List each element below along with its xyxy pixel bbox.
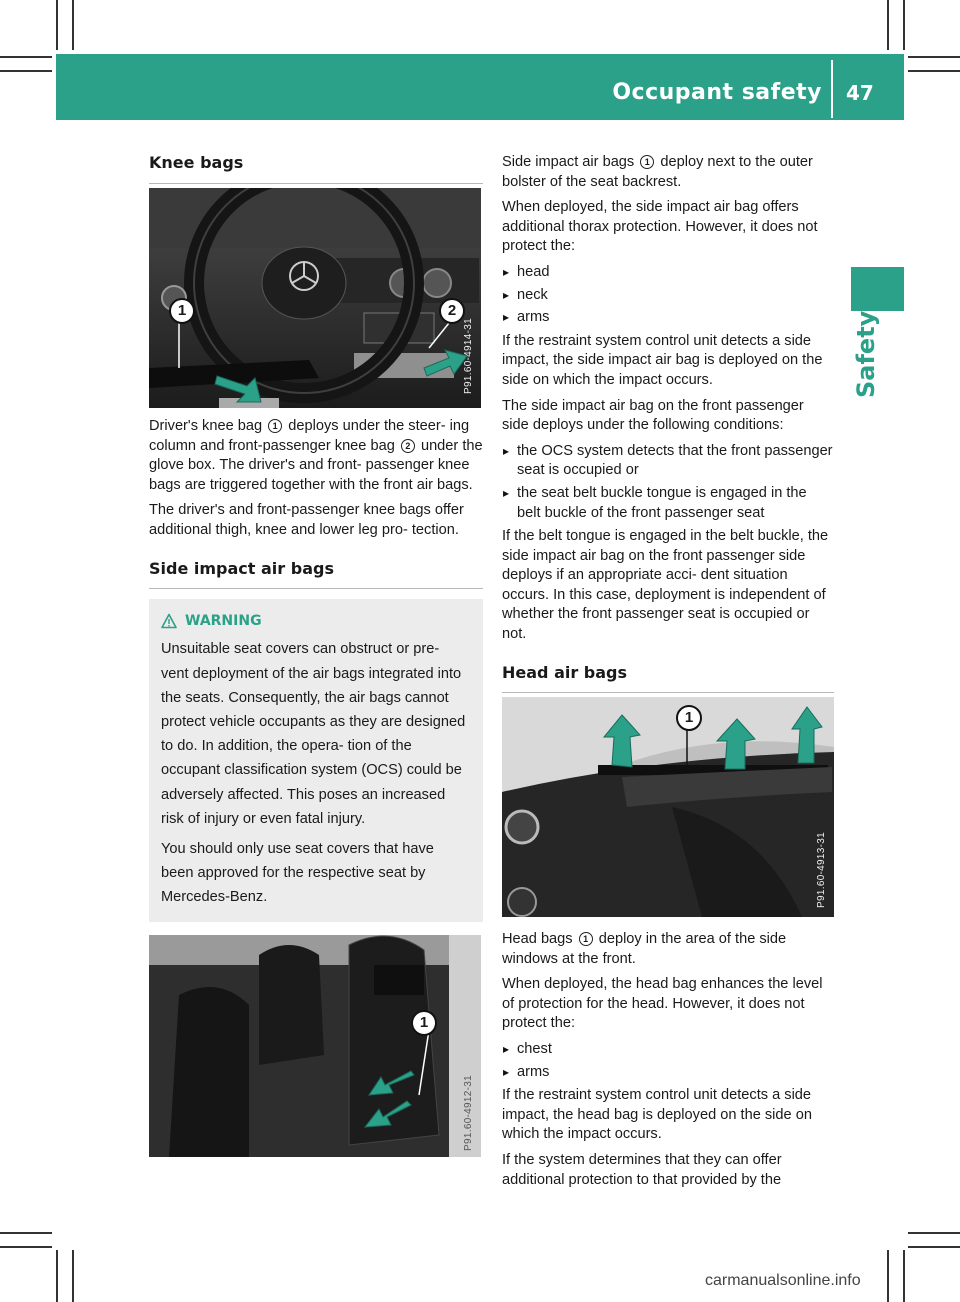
image-code: P91.60-4912-31 [463,1075,474,1151]
watermark[interactable]: carmanualsonline.info [705,1272,861,1289]
callout-1: 1 [676,705,702,731]
head-bags-photo [502,697,834,917]
seat-photo [149,935,481,1157]
list-item: ▸ the OCS system detects that the front passenger seat is occupied or [502,442,834,481]
crop-mark [56,1250,58,1302]
callout-2: 2 [439,298,465,324]
warning-triangle-icon [161,613,177,629]
crop-mark [908,1232,960,1234]
head-paragraph-4: If the system determines that they can offer additional protection to that provided by the [502,1151,782,1188]
list-item: ▸ the seat belt buckle tongue is engaged in the belt buckle of the front passenger seat [502,484,834,523]
callout-1: 1 [169,298,195,324]
knee-paragraph-1: Driver's knee bag 1 deploys under the steer- ing column and front-passenger knee bag 2 under the glove box. The driver's and front- passenger knee bags are triggered together with the front air bags. [149,418,483,493]
warning-title: WARNING [185,613,262,630]
crop-mark [56,0,58,50]
callout-ref-1: 1 [640,155,654,169]
crop-mark [903,1250,905,1302]
side-paragraph-1: Side impact air bags 1 deploy next to the outer bolster of the seat backrest. [502,154,813,190]
crop-mark [0,56,52,58]
side-paragraph-4: The side impact air bag on the front passenger side deploys under the following conditions: [502,397,804,434]
callout-ref-2: 2 [401,439,415,453]
crop-mark [908,56,960,58]
left-column [149,153,483,184]
header-divider [831,60,833,118]
head-paragraph-2: When deployed, the head bag enhances the level of protection for the head. However, it does not protect the: [502,976,823,1032]
chapter-label: Safety [852,310,880,398]
head-paragraph-3: If the restraint system control unit detects a side impact, the head bag is deployed on the side on which the impact occurs. [502,1087,812,1143]
left-column-text [149,417,483,922]
crop-mark [908,70,960,72]
crop-mark [0,1232,52,1234]
door-illustration [502,697,834,917]
right-column [502,153,834,693]
side-paragraph-5: If the belt tongue is engaged in the belt buckle, the side impact air bag on the front passenger side deploys if an appropriate acci- dent situation occurs. In this case, deployment is independent of whether the front passenger seat is occupied or not. [502,528,829,643]
crop-mark [903,0,905,50]
callout-1: 1 [411,1010,437,1036]
side-impact-heading: Side impact air bags [149,559,483,590]
dashboard-illustration [149,188,481,408]
crop-mark [887,1250,889,1302]
head-paragraph-1: Head bags 1 deploy in the area of the side windows at the front. [502,931,787,967]
page-number: 47 [846,81,874,105]
list-item: ▸ chest [502,1040,834,1060]
knee-bags-photo [149,188,481,408]
side-paragraph-2: When deployed, the side impact air bag offers additional thorax protection. However, it does not protect the: [502,199,818,255]
chapter-tab [851,267,904,311]
crop-mark [908,1246,960,1248]
knee-bags-heading: Knee bags [149,153,483,184]
callout-ref-1: 1 [579,932,593,946]
crop-mark [72,1250,74,1302]
warning-paragraph-2: You should only use seat covers that have been approved for the respective seat by Mercedes-Benz. [161,840,434,906]
image-code: P91.60-4914-31 [463,318,474,394]
warning-box [149,599,483,921]
callout-ref-1: 1 [268,419,282,433]
seat-illustration [149,935,481,1157]
crop-mark [0,1246,52,1248]
head-bags-heading: Head air bags [502,663,834,694]
list-item: ▸ neck [502,286,834,306]
side-paragraph-3: If the restraint system control unit detects a side impact, the side impact air bag is deployed on the side on which the impact occurs. [502,332,823,388]
knee-paragraph-2: The driver's and front-passenger knee bags offer additional thigh, knee and lower leg pro- tection. [149,502,464,538]
crop-mark [0,70,52,72]
warning-paragraph-1: Unsuitable seat covers can obstruct or pre- vent deployment of the air bags integrated into the seats. Consequently, the air bags cannot protect vehicle occupants as they are designed to do. In addition, the opera- tion of the occupant classification system (OCS) could be adversely affected. This poses an increased risk of injury or even fatal injury. [161,641,466,827]
right-column-lower [502,930,834,1196]
page-section-title: Occupant safety [612,80,822,105]
list-item: ▸ head [502,263,834,283]
head-protection-list [502,1040,834,1082]
crop-mark [887,0,889,50]
protection-list [502,263,834,328]
list-item: ▸ arms [502,1063,834,1083]
crop-mark [72,0,74,50]
list-item: ▸ arms [502,308,834,328]
image-code: P91.60-4913-31 [816,832,827,908]
conditions-list [502,442,834,523]
warning-header [161,609,469,633]
